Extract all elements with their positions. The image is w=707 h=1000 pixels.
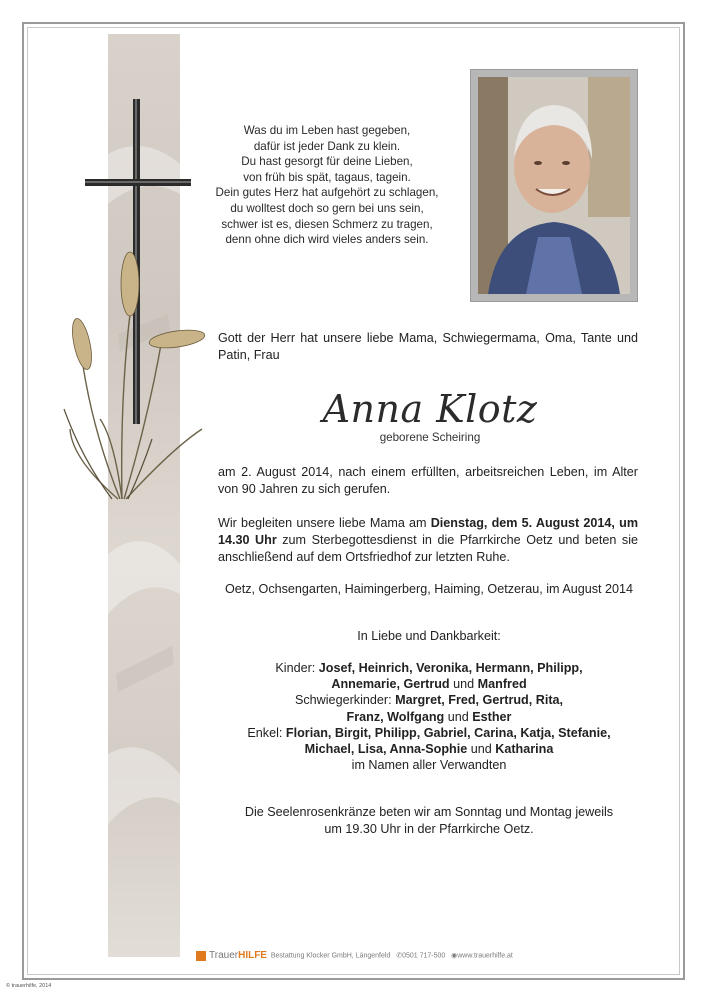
grandchildren-label: Enkel: <box>247 725 286 740</box>
maiden-name: geborene Scheiring <box>379 431 481 444</box>
grandchildren-names: Florian, Birgit, Philipp, Gabriel, Carina, Katja, Stefanie, <box>285 725 611 740</box>
intro-text: Gott der Herr hat unsere liebe Mama, Schwiegermama, Oma, Tante und Patin, Frau <box>218 331 638 362</box>
poem-line: dafür ist jeder Dank zu klein. <box>253 139 401 153</box>
children-line <box>218 660 640 676</box>
funeral-text-part: Wir begleiten unsere liebe Mama am <box>218 516 431 530</box>
funeral-time: um 14.30 Uhr <box>218 516 639 547</box>
places-date: Oetz, Ochsengarten, Haimingerberg, Haiming, Oetzerau, im August 2014 <box>224 582 634 596</box>
globe-icon: ◉ <box>451 952 458 960</box>
poem-line: von früh bis spät, tagaus, tagein. <box>243 170 411 184</box>
children-names: Manfred <box>477 677 527 692</box>
inlaws-names: Margret, Fred, Gertrud, Rita, <box>395 693 564 708</box>
death-notice-text: am 2. August 2014, nach einem erfüllten, arbeitsreichen Leben, im Alter von 90 Jahren zu sich gerufen. <box>218 465 638 496</box>
company-name: Bestattung Klocker GmbH, Längenfeld <box>270 952 391 960</box>
inlaws-names: Franz, Wolfgang <box>346 709 445 724</box>
poem-line: Du hast gesorgt für deine Lieben, <box>241 155 413 169</box>
grandchildren-names: Katharina <box>495 742 554 757</box>
children-label: Kinder: <box>275 661 319 675</box>
copyright-note: © trauerhilfe, 2014 <box>6 983 52 989</box>
inlaws-line <box>218 692 640 708</box>
phone-icon: ✆ <box>396 952 403 960</box>
inlaws-label: Schwiegerkinder: <box>294 693 396 708</box>
children-names: Annemarie, Gertrud <box>331 677 450 692</box>
gratitude-line: In Liebe und Dankbarkeit: <box>357 629 501 643</box>
inlaws-line <box>218 709 640 725</box>
trauerhilfe-logo: TrauerHILFE <box>209 950 267 961</box>
poem-line: denn ohne dich wird vieles anders sein. <box>225 233 429 247</box>
poem-line: Was du im Leben hast gegeben, <box>243 124 411 137</box>
grandchildren-line <box>218 741 640 757</box>
rosary-line: Die Seelenrosenkränze beten wir am Sonntag und Montag jeweils <box>244 805 614 819</box>
portrait-photo <box>470 69 638 302</box>
rosary-line: um 19.30 Uhr in der Pfarrkirche Oetz. <box>324 822 534 836</box>
and-word: und <box>444 709 473 724</box>
memorial-poem <box>192 123 462 248</box>
family-list <box>218 660 640 773</box>
children-line <box>218 676 640 692</box>
poem-line: du wolltest doch so gern bei uns sein, <box>230 201 424 215</box>
rosary-notice <box>218 804 640 838</box>
trauerhilfe-logo-icon <box>196 951 206 961</box>
children-names: Josef, Heinrich, Veronika, Hermann, Philipp, <box>318 661 583 675</box>
inlaws-names: Esther <box>472 709 512 724</box>
grandchildren-line <box>218 725 640 741</box>
phone-number: 0501 717-500 <box>402 952 446 960</box>
website[interactable]: www.trauerhilfe.at <box>457 952 513 960</box>
poem-line: Dein gutes Herz hat aufgehört zu schlagen, <box>215 186 439 200</box>
funeral-date: Dienstag, dem 5. August 2014, <box>430 516 615 530</box>
and-word: und <box>467 742 496 757</box>
grandchildren-names: Michael, Lisa, Anna-Sophie <box>304 742 468 757</box>
and-word: und <box>449 677 478 692</box>
parte-frame <box>22 22 685 980</box>
portrait-image <box>478 77 630 294</box>
funeral-text-part: zum Sterbegottesdienst in die Pfarrkirche Oetz und beten sie anschließend auf dem Ortsfriedhof zur letzten Ruhe. <box>218 533 639 564</box>
deceased-name: Anna Klotz <box>322 387 538 431</box>
poem-line: schwer ist es, diesen Schmerz zu tragen, <box>221 217 433 231</box>
footer <box>196 950 636 964</box>
funeral-text <box>218 515 638 566</box>
relatives-line: im Namen aller Verwandten <box>351 758 507 773</box>
